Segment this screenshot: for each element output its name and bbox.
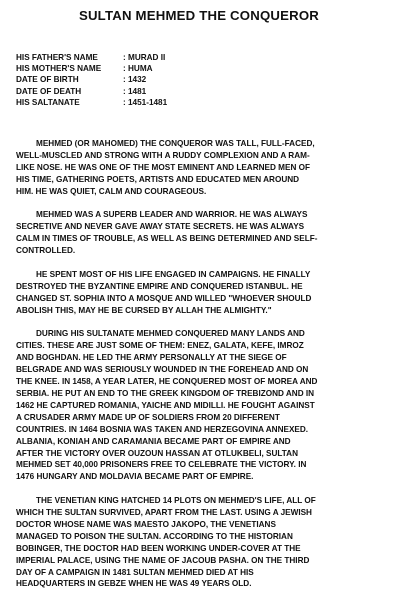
fact-label: DATE OF DEATH — [16, 86, 82, 96]
facts-list — [16, 52, 382, 108]
fact-row-saltanate — [16, 97, 382, 108]
fact-label: DATE OF BIRTH — [16, 75, 79, 85]
paragraph-appearance: MEHMED (OR MAHOMED) THE CONQUEROR WAS TALL, FULL-FACED, WELL-MUSCLED AND STRONG WITH A RUDDY COMPLEXION AND A RAM- LIKE NOSE. HE WAS ONE OF THE MOST EMINENT AND LEARNED MEN OF HIS TIME, GATHERING POETS, ARTISTS AND EDUCATED MEN AROUND HIM. HE WAS QUIET, CALM AND COURAGEOUS. — [16, 139, 315, 196]
fact-row-father — [16, 52, 382, 63]
paragraph-leadership: MEHMED WAS A SUPERB LEADER AND WARRIOR. HE WAS ALWAYS SECRETIVE AND NEVER GAVE AWAY STATE SECRETS. HE WAS ALWAYS CALM IN TIMES OF TROUBLE, AS WELL AS BEING DETERMINED AND SELF- CONTROLLED. — [16, 210, 318, 256]
fact-row-mother — [16, 63, 382, 74]
fact-value: : 1451-1481 — [123, 97, 168, 107]
paragraph-campaigns: HE SPENT MOST OF HIS LIFE ENGAGED IN CAMPAIGNS. HE FINALLY DESTROYED THE BYZANTINE EMPIRE AND CONQUERED ISTANBUL. HE CHANGED ST. SOPHIA INTO A MOSQUE AND WILLED "WHOEVER SHOULD ABOLISH THIS, MAY HE BE CURSED BY ALLAH THE ALMIGHTY." — [16, 269, 312, 315]
fact-row-birth — [16, 74, 382, 85]
fact-value: : 1481 — [123, 86, 147, 96]
fact-value: : 1432 — [123, 75, 147, 85]
paragraph-death: THE VENETIAN KING HATCHED 14 PLOTS ON MEHMED'S LIFE, ALL OF WHICH THE SULTAN SURVIVED, APART FROM THE LAST. USING A JEWISH DOCTOR WHOSE NAME WAS MAESTO JAKOPO, THE VENETIANS MANAGED TO POISON THE SULTAN. ACCORDING TO THE HISTORIAN BOBINGER, THE DOCTOR HAD BEEN WORKING UNDER-COVER AT THE IMPERIAL PALACE, USING THE NAME OF JACOUB PASHA. ON THE THIRD DAY OF A CAMPAIGN IN 1481 SULTAN MEHMED DIED AT HIS HEADQUARTERS IN GEBZE WHEN HE WAS 49 YEARS OLD. — [16, 496, 316, 589]
fact-label: HIS SALTANATE — [16, 97, 80, 107]
fact-row-death — [16, 86, 382, 97]
fact-value: : HUMA — [123, 64, 153, 74]
document-title: SULTAN MEHMED THE CONQUEROR — [78, 8, 320, 23]
fact-label: HIS FATHER'S NAME — [16, 53, 98, 62]
fact-label: HIS MOTHER'S NAME — [16, 64, 102, 74]
fact-value: : MURAD II — [123, 53, 166, 62]
paragraph-conquests: DURING HIS SULTANATE MEHMED CONQUERED MANY LANDS AND CITIES. THESE ARE JUST SOME OF THEM: ENEZ, GALATA, KEFE, IMROZ AND BOGHDAN. HE LED THE ARMY PERSONALLY AT THE SIEGE OF BELGRADE AND WAS SERIOUSLY WOUNDED IN THE FOREHEAD AND ON THE KNEE. IN 1458, A YEAR LATER, HE CONQUERED MOST OF MOREA AND SERBIA. HE PUT AN END TO THE GREEK KINGDOM OF TREBIZOND AND IN 1462 HE CAPTURED ROMANIA, YAICHE AND MIDILLI. HE FOUGHT AGAINST A CRUSADER ARMY MADE UP OF SOLDIERS FROM 20 DIFFERENT COUNTRIES. IN 1464 BOSNIA WAS TAKEN AND HERZEGOVINA ANNEXED. ALBANIA, KONIAH AND CARAMANIA BECAME PART OF EMPIRE AND AFTER THE VICTORY OVER OUZOUN HASSAN AT OTLUKBELI, SULTAN MEHMED SET 40,000 PRISONERS FREE TO CELEBRATE THE VICTORY. IN 1476 HUNGARY AND MOLDAVIA BECAME PART OF EMPIRE. — [16, 329, 318, 482]
body-text — [16, 138, 382, 590]
